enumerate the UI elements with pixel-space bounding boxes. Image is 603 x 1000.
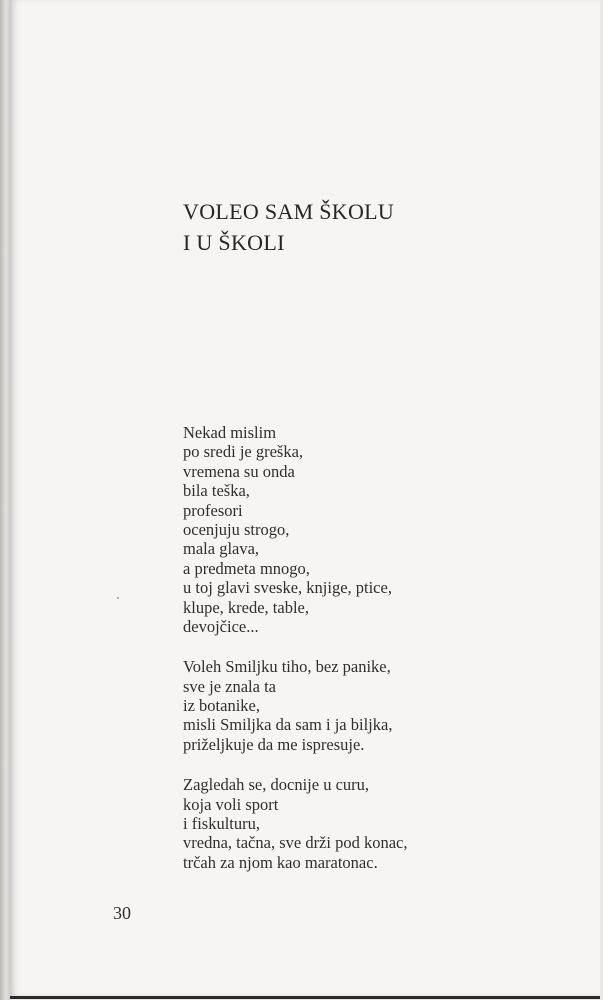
poem-line: klupe, krede, table, — [183, 597, 309, 617]
poem-line: Voleh Smiljku tiho, bez panike, — [183, 657, 391, 677]
poem-line: devojčice... — [183, 616, 259, 636]
poem-title-line-2: I U ŠKOLI — [183, 230, 285, 255]
poem-line: a predmeta mnogo, — [183, 558, 310, 578]
poem-line: bila teška, — [183, 481, 250, 501]
print-speck — [117, 597, 119, 599]
poem-line: iz botanike, — [183, 696, 260, 716]
poem-line: vredna, tačna, sve drži pod konac, — [183, 833, 408, 853]
poem-title-line-1: VOLEO SAM ŠKOLU — [183, 199, 395, 224]
poem-line: sve je znala ta — [183, 676, 276, 696]
book-gutter-edge — [0, 0, 10, 1000]
poem-title — [183, 196, 394, 258]
stanza-3 — [183, 775, 408, 872]
poem-line: i fiskulturu, — [183, 814, 260, 834]
poem-line: mala glava, — [183, 539, 260, 559]
poem-line: trčah za njom kao maratonac. — [183, 852, 378, 872]
poem-line: profesori — [183, 500, 243, 520]
stanza-1 — [183, 423, 408, 636]
poem-line: u toj glavi sveske, knjige, ptice, — [183, 578, 392, 598]
poem-line: ocenjuju strogo, — [183, 519, 290, 539]
poem-body — [183, 423, 408, 893]
poem-line: Nekad mislim — [183, 423, 277, 442]
poem-line: priželjkuje da me ispresuje. — [183, 734, 365, 754]
poem-line: koja voli sport — [183, 794, 279, 814]
poem-line: Zagledah se, docnije u curu, — [183, 775, 370, 795]
stanza-2 — [183, 657, 408, 754]
poem-line: misli Smiljka da sam i ja biljka, — [183, 715, 393, 735]
page-number: 30 — [113, 903, 131, 923]
poem-line: po sredi je greška, — [183, 442, 304, 462]
poem-line: vremena su onda — [183, 461, 295, 481]
